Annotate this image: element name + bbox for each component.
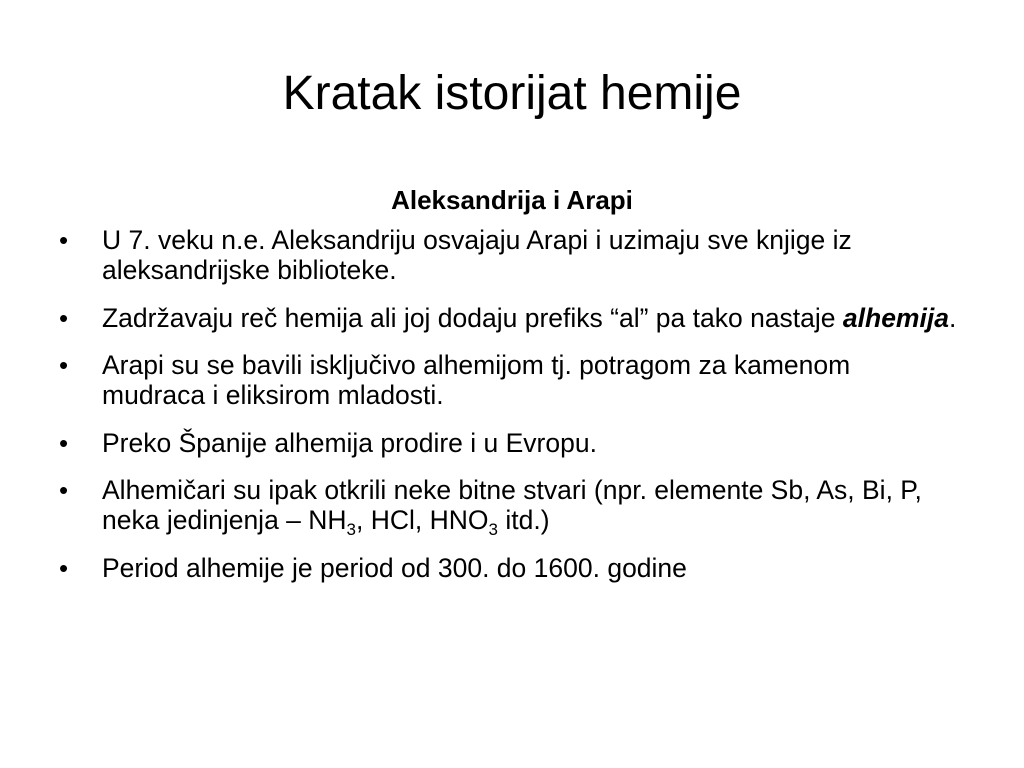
- bullet-text: Arapi su se bavili isključivo alhemijom tj. potragom za kamenom mudraca i eliksirom mladosti.: [102, 350, 851, 410]
- slide-title: Kratak istorijat hemije: [282, 67, 742, 120]
- bullet-text: U 7. veku n.e. Aleksandriju osvajaju Arapi i uzimaju sve knjige iz aleksandrijske biblioteke.: [102, 225, 852, 285]
- bullet-text: Preko Španije alhemija prodire i u Evropu.: [102, 427, 597, 458]
- subscript: 3: [346, 520, 357, 539]
- bullet-list: [59, 225, 959, 600]
- bullet-item: [59, 303, 959, 333]
- bullet-item: [59, 350, 959, 410]
- bullet-item: [59, 225, 959, 285]
- bullet-text-end: itd.): [497, 505, 550, 535]
- bullet-text: Alhemičari su ipak otkrili neke bitne stvari (npr. elemente Sb, As, Bi, P, neka jedinjenja – NH: [102, 475, 922, 535]
- bullet-item: [59, 428, 959, 458]
- bullet-icon: •: [59, 225, 69, 255]
- bullet-text: Period alhemije je period od 300. do 1600. godine: [102, 552, 687, 583]
- subscript: 3: [488, 520, 498, 539]
- slide-subtitle: Aleksandrija i Arapi: [391, 185, 633, 215]
- bullet-icon: •: [59, 350, 69, 380]
- bullet-item: [59, 475, 959, 539]
- bullet-icon: •: [59, 552, 69, 583]
- bullet-icon: •: [59, 302, 69, 333]
- emphasized-term: alhemija: [842, 302, 949, 333]
- bullet-text-end: .: [948, 302, 957, 333]
- bullet-icon: •: [59, 427, 69, 458]
- bullet-icon: •: [59, 475, 69, 505]
- bullet-text-mid: , HCl, HNO: [356, 505, 489, 535]
- bullet-item: [59, 553, 959, 583]
- bullet-text: Zadržavaju reč hemija ali joj dodaju prefiks “al” pa tako nastaje: [102, 302, 843, 333]
